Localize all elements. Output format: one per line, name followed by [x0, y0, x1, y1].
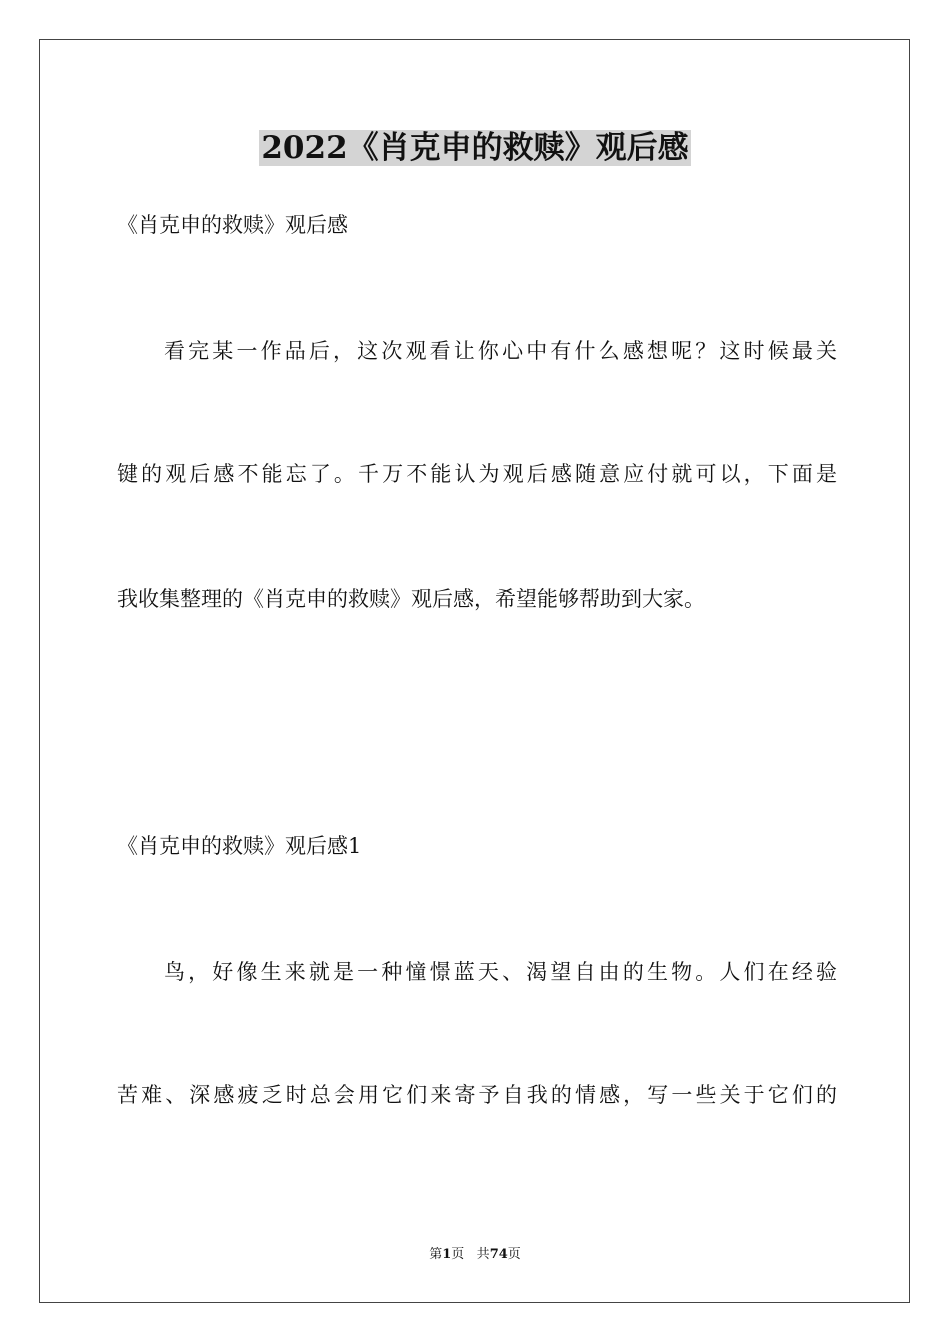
- footer-total-prefix: 共: [476, 1247, 490, 1262]
- footer-total-pages: 74: [489, 1247, 508, 1262]
- footer-page-number: 1: [442, 1247, 452, 1262]
- page-footer: [0, 1246, 950, 1264]
- document-title: [0, 126, 950, 170]
- section-heading-1: 《肖克申的救赎》观后感1: [117, 834, 362, 858]
- intro-paragraph-line-3: 我收集整理的《肖克申的救赎》观后感，希望能够帮助到大家。: [117, 587, 705, 611]
- document-title-text: 2022《肖克申的救赎》观后感: [261, 130, 689, 166]
- section-heading-intro: 《肖克申的救赎》观后感: [117, 213, 348, 237]
- body-paragraph-line-2: 苦难、深感疲乏时总会用它们来寄予自我的情感，写一些关于它们的: [117, 1083, 837, 1107]
- footer-page-suffix: 页: [451, 1247, 465, 1262]
- footer-total-suffix: 页: [507, 1247, 521, 1262]
- intro-paragraph-line-2: 键的观后感不能忘了。千万不能认为观后感随意应付就可以，下面是: [117, 462, 837, 486]
- body-paragraph-line-1: 鸟，好像生来就是一种憧憬蓝天、渴望自由的生物。人们在经验: [164, 960, 837, 984]
- footer-page-prefix: 第: [429, 1247, 443, 1262]
- intro-paragraph-line-1: 看完某一作品后，这次观看让你心中有什么感想呢？这时候最关: [164, 339, 837, 363]
